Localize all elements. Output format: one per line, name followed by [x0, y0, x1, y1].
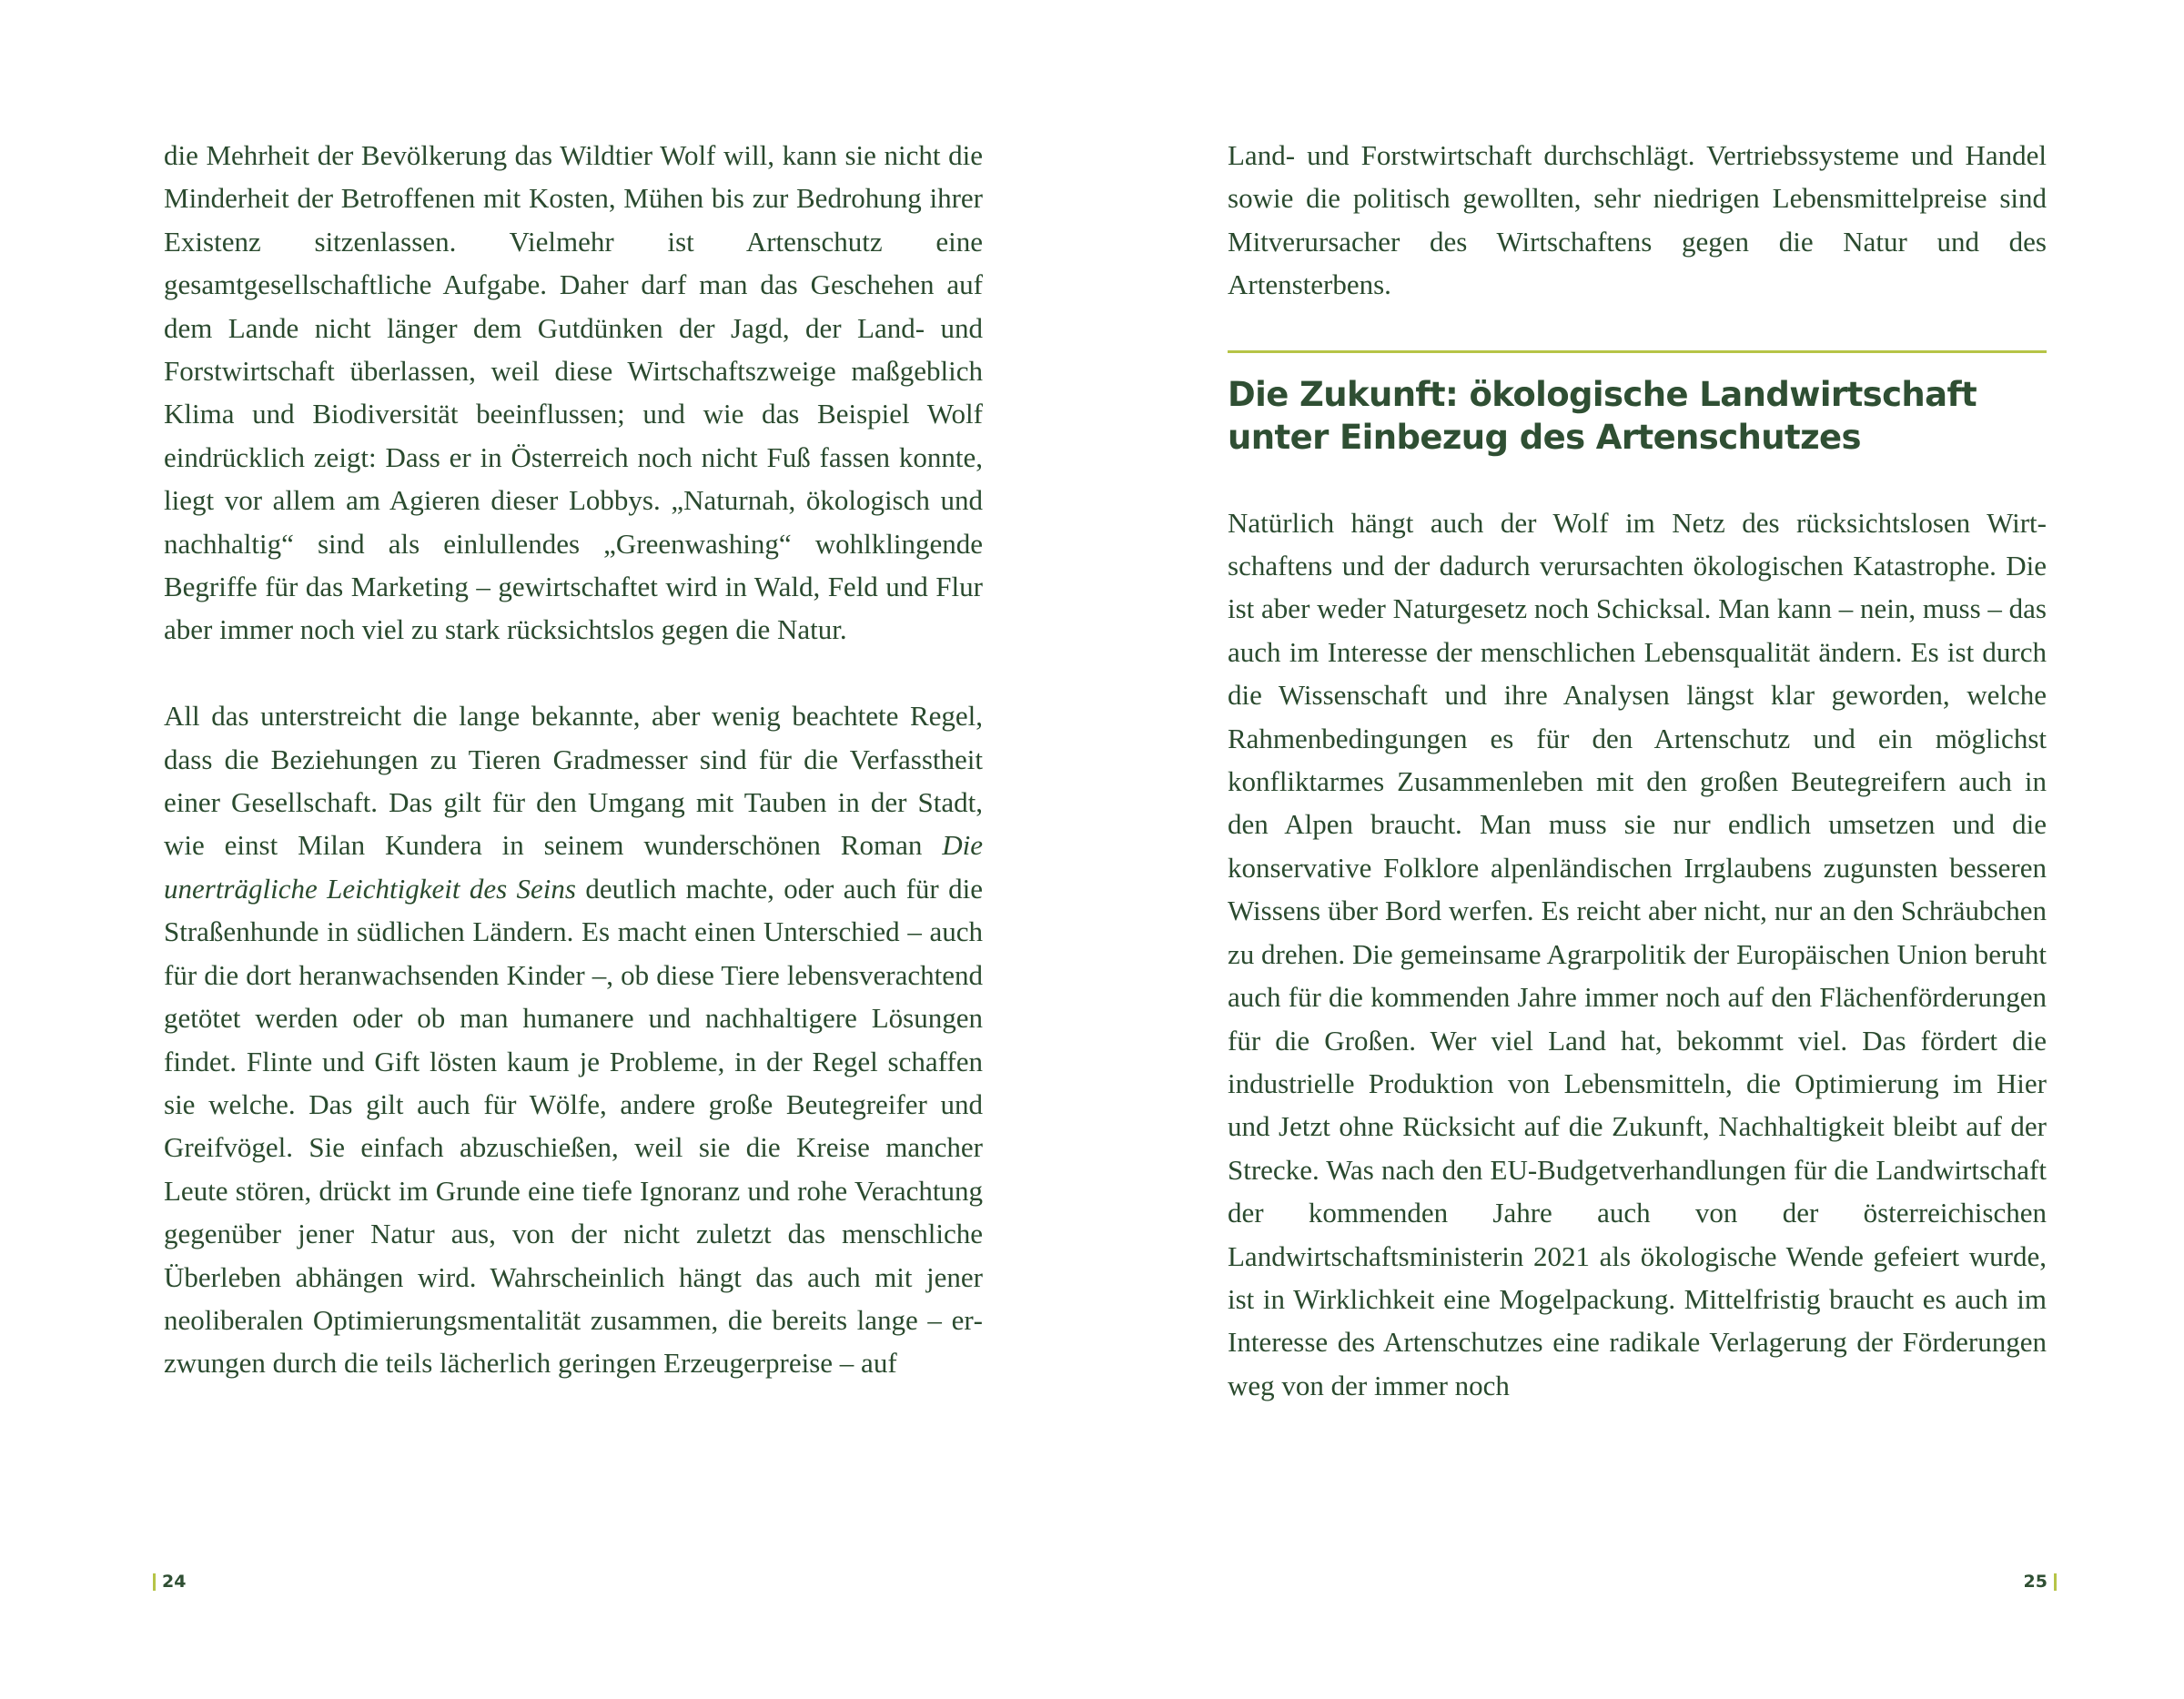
left-paragraph-1: die Mehrheit der Bevölkerung das Wildtier Wolf will, kann sie nicht die Minderheit der Betroffenen mit Kosten, Mühen bis zur Bedrohung ihrer Existenz sitzenlassen. Vielmehr ist Artenschutz eine gesamtgesellschaftliche Aufgabe. Daher darf man das Geschehen auf dem Lande nicht länger dem Gutdünken der Jagd, der Land- und Forstwirtschaft überlassen, weil diese Wirtschaftszweige maßgeblich Klima und Biodiversität beeinflussen; und wie das Beispiel Wolf eindrücklich zeigt: Dass er in Österreich noch nicht Fuß fassen konnte, liegt vor allem am Agieren dieser Lobbys. „Naturnah, ökologisch und nachhaltig“ sind als einlullendes „Greenwashing“ wohlklingende Begriffe für das Marketing – gewirtschaftet wird in Wald, Feld und Flur aber immer noch viel zu stark rücksichtslos gegen die Natur.: [164, 139, 983, 646]
folio-bar-right: [2054, 1573, 2057, 1591]
page-number-left: [153, 1571, 186, 1593]
right-page: [1092, 0, 2184, 1699]
section-divider: [1228, 350, 2047, 353]
section-heading: Die Zukunft: ökologische Landwirtschaft unter Einbezug des Artenschutzes: [1228, 374, 1977, 457]
left-text-column: [164, 134, 983, 1385]
right-paragraph-1: Land- und Forstwirtschaft durchschlägt. Vertriebssysteme und Handel sowie die politisch gewollten, sehr niedrigen Lebensmittelpreise sind Mitverursacher des Wirtschaftens gegen die Natur und des Artensterbens.: [1228, 139, 2047, 301]
page-number-left-text: 24: [162, 1572, 187, 1592]
left-paragraph-2: [164, 694, 983, 1385]
left-paragraph-2-part-1: All das unterstreicht die lange bekannte, aber wenig beachtete Regel, dass die Beziehungen zu Tieren Gradmesser sind für die Verfasstheit einer Gesellschaft. Das gilt für den Umgang mit Tauben in der Stadt, wie einst Milan Kundera in seinem wunderschönen Roman: [164, 700, 983, 862]
book-title: Die unerträgliche Leichtigkeit des Seins: [164, 829, 983, 905]
left-paragraph-2-part-2: deutlich machte, oder auch für die Straßenhunde in südlichen Ländern. Es macht einen Unterschied – auch für die dort heranwachsenden Kinder –, ob diese Tiere lebensverachtend getötet werden oder ob man humanere und nachhaltigere Lösungen findet. Flinte und Gift lösten kaum je Probleme, in der Regel schaffen sie welche. Das gilt auch für Wölfe, andere große Beutegreifer und Greifvögel. Sie einfach abzuschießen, weil sie die Kreise mancher Leute stören, drückt im Grunde eine tiefe Ignoranz und rohe Verachtung gegenüber jener Natur aus, von der nicht zuletzt das menschliche Überleben abhängen wird. Wahrscheinlich hängt das auch mit jener neoliberalen Optimierungsmentalität zusammen, die bereits lange – erzwungen durch die teils lächerlich geringen Erzeugerpreise – auf: [164, 872, 983, 1380]
page-number-right-text: 25: [2023, 1572, 2048, 1592]
right-paragraph-2: Natürlich hängt auch der Wolf im Netz des rücksichtslosen Wirtschaftens und der dadurch verursachten ökologischen Katastrophe. Die ist aber weder Naturgesetz noch Schicksal. Man kann – nein, muss – das auch im Interesse der menschlichen Lebensqualität ändern. Es ist durch die Wissenschaft und ihre Analysen längst klar geworden, welche Rahmenbedingungen es für den Artenschutz und ein möglichst konfliktarmes Zusammenleben mit den großen Beutegreifern auch in den Alpen braucht. Man muss sie nur endlich umsetzen und die konservative Folklore alpenländischen Irrglaubens zugunsten besseren Wissens über Bord werfen. Es reicht aber nicht, nur an den Schräubchen zu drehen. Die gemeinsame Agrarpolitik der Europäischen Union beruht auch für die kommenden Jahre immer noch auf den Flächenförderungen für die Großen. Wer viel Land hat, bekommt viel. Das fördert die industrielle Produktion von Lebensmitteln, die Optimierung im Hier und Jetzt ohne Rücksicht auf die Zukunft, Nachhaltigkeit bleibt auf der Strecke. Was nach den EU-Budgetverhandlungen für die Landwirtschaft der kommenden Jahre auch von der österreichischen Landwirtschaftsministerin 2021 als ökologische Wende gefeiert wurde, ist in Wirklichkeit eine Mogelpackung. Mittelfristig braucht es auch im Interesse des Artenschutzes eine radikale Verlagerung der Förderungen weg von der immer noch: [1228, 506, 2047, 1401]
folio-bar-left: [153, 1573, 156, 1591]
right-text-column: [1228, 134, 2047, 1407]
page-number-right: [2024, 1571, 2057, 1593]
